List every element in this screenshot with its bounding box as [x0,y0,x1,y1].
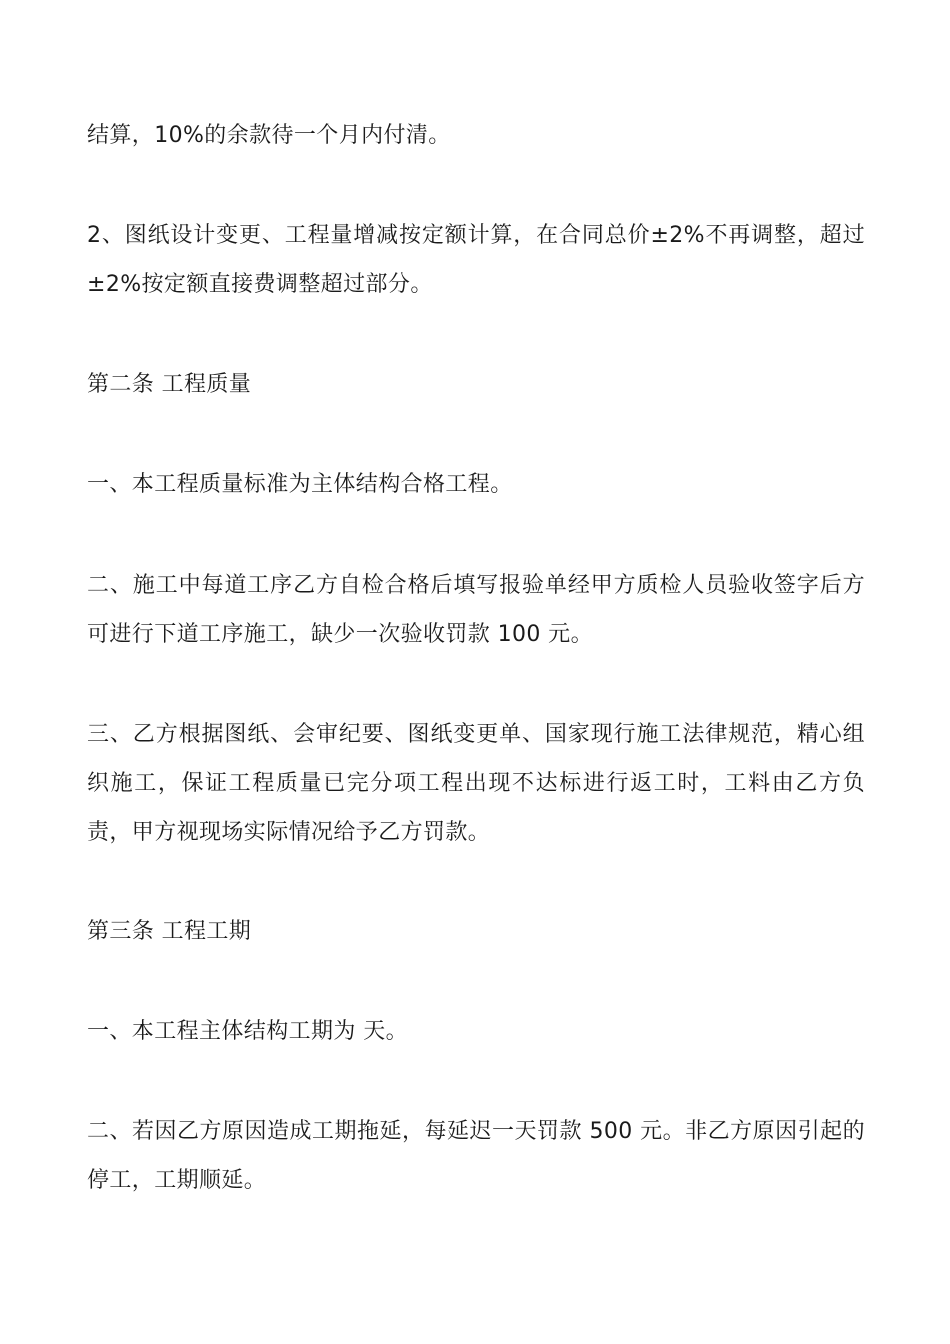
paragraph-construction-quality: 三、乙方根据图纸、会审纪要、图纸变更单、国家现行施工法律规范，精心组织施工，保证工程质量已完分项工程出现不达标进行返工时，工料由乙方负责，甲方视现场实际情况给予乙方罚款。 [87,722,865,845]
paragraph-quality-standard: 一、本工程质量标准为主体结构合格工程。 [87,472,513,497]
paragraph-inspection: 二、施工中每道工序乙方自检合格后填写报验单经甲方质检人员验收签字后方可进行下道工序施工，缺少一次验收罚款 100 元。 [87,573,865,647]
paragraph-settlement-remainder: 结算，10%的余款待一个月内付清。 [87,123,451,148]
paragraph-design-change: 2、图纸设计变更、工程量增减按定额计算，在合同总价±2%不再调整，超过±2%按定额直接费调整超过部分。 [87,223,865,297]
section-heading-quality: 第二条 工程质量 [87,372,252,397]
section-heading-schedule: 第三条 工程工期 [87,919,252,944]
paragraph-delay-penalty: 二、若因乙方原因造成工期拖延，每延迟一天罚款 500 元。非乙方原因引起的停工，工期顺延。 [87,1119,865,1193]
paragraph-schedule-duration: 一、本工程主体结构工期为 天。 [87,1019,408,1044]
